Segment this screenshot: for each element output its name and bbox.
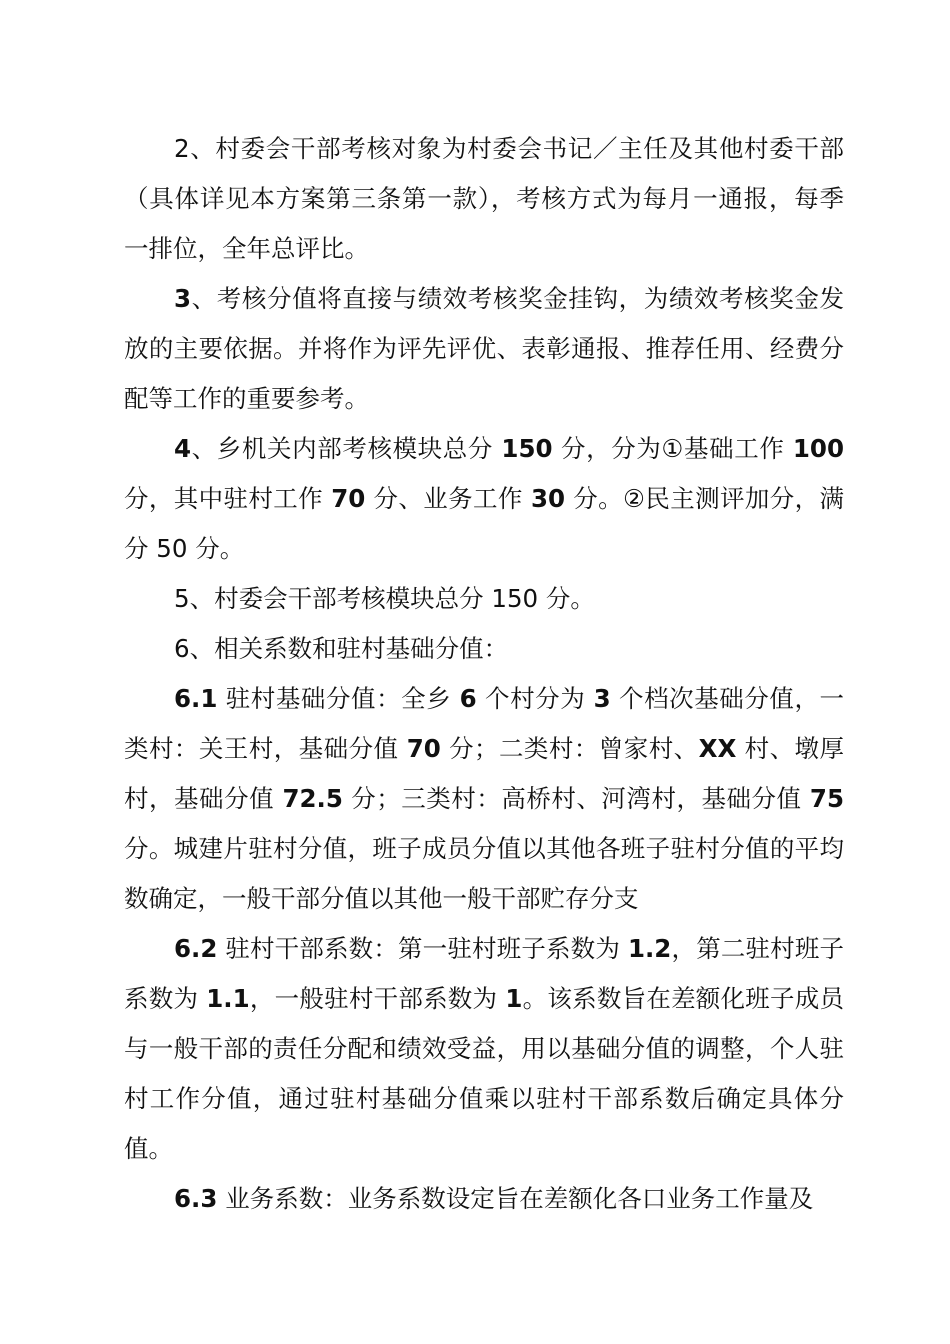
bold-text-run: 70 xyxy=(406,734,441,763)
text-run: 5、村委会干部考核模块总分 150 分。 xyxy=(174,584,595,613)
paragraph-item-6 xyxy=(124,624,844,674)
paragraph-item-6-1 xyxy=(124,674,844,924)
text-run: 6、相关系数和驻村基础分值： xyxy=(174,634,509,663)
paragraph-item-5 xyxy=(124,574,844,624)
document-page xyxy=(124,124,844,1224)
text-run: 、考核分值将直接与绩效考核奖金挂钩，为绩效考核奖金发放的主要依据。并将作为评先评优、表彰通报、推荐任用、经费分配等工作的重要参考。 xyxy=(124,284,844,413)
bold-text-run: 6 xyxy=(459,684,477,713)
text-run: 分；三类村：高桥村、河湾村，基础分值 xyxy=(342,784,810,813)
bold-text-run: 6.3 xyxy=(174,1184,218,1213)
paragraph-item-4 xyxy=(124,424,844,574)
bold-text-run: 72.5 xyxy=(282,784,343,813)
paragraph-item-2 xyxy=(124,124,844,274)
bold-text-run: 1 xyxy=(505,984,523,1013)
bold-text-run: 3 xyxy=(593,684,611,713)
bold-text-run: 6.1 xyxy=(174,684,218,713)
text-run: 分。城建片驻村分值，班子成员分值以其他各班子驻村分值的平均数确定，一般干部分值以其他一般干部贮存分支 xyxy=(124,834,844,913)
text-run: 分、业务工作 xyxy=(365,484,531,513)
text-run: 分，其中驻村工作 xyxy=(124,484,332,513)
bold-text-run: 1.2 xyxy=(627,934,672,963)
text-run: 驻村基础分值：全乡 xyxy=(217,684,460,713)
bold-text-run: 4 xyxy=(174,434,192,463)
bold-text-run: 100 xyxy=(792,434,844,463)
paragraph-item-6-2 xyxy=(124,924,844,1174)
text-run: ，第二驻村班子系数为 xyxy=(124,934,845,1013)
text-run: 2、村委会干部考核对象为村委会书记／主任及其他村委干部（具体详见本方案第三条第一款），考核方式为每月一通报，每季一排位，全年总评比。 xyxy=(124,134,844,263)
text-run: 业务系数：业务系数设定旨在差额化各口业务工作量及 xyxy=(217,1184,814,1213)
text-run: 、乡机关内部考核模块总分 xyxy=(191,434,502,463)
text-run: 分。②民主测评加分，满分 50 分。 xyxy=(124,484,844,563)
bold-text-run: 75 xyxy=(809,784,844,813)
paragraph-item-6-3 xyxy=(124,1174,844,1224)
bold-text-run: 70 xyxy=(331,484,366,513)
text-run: 分；二类村：曾家村、 xyxy=(440,734,699,763)
text-run: 个档次基础分值，一类村：关王村，基础分值 xyxy=(124,684,844,763)
text-run: 个村分为 xyxy=(476,684,594,713)
text-run: 村、墩厚村，基础分值 xyxy=(124,734,844,813)
bold-text-run: 1.1 xyxy=(206,984,250,1013)
bold-text-run: 6.2 xyxy=(174,934,218,963)
text-run: ，一般驻村干部系数为 xyxy=(249,984,506,1013)
text-run: 分，分为①基础工作 xyxy=(552,434,793,463)
bold-text-run: 30 xyxy=(530,484,566,513)
bold-text-run: 3 xyxy=(174,284,192,313)
text-run: 。该系数旨在差额化班子成员与一般干部的责任分配和绩效受益，用以基础分值的调整，个人驻村工作分值，通过驻村基础分值乘以驻村干部系数后确定具体分值。 xyxy=(124,984,844,1163)
text-run: 驻村干部系数：第一驻村班子系数为 xyxy=(217,934,628,963)
paragraph-item-3 xyxy=(124,274,844,424)
bold-text-run: XX xyxy=(698,734,737,763)
bold-text-run: 150 xyxy=(501,434,553,463)
